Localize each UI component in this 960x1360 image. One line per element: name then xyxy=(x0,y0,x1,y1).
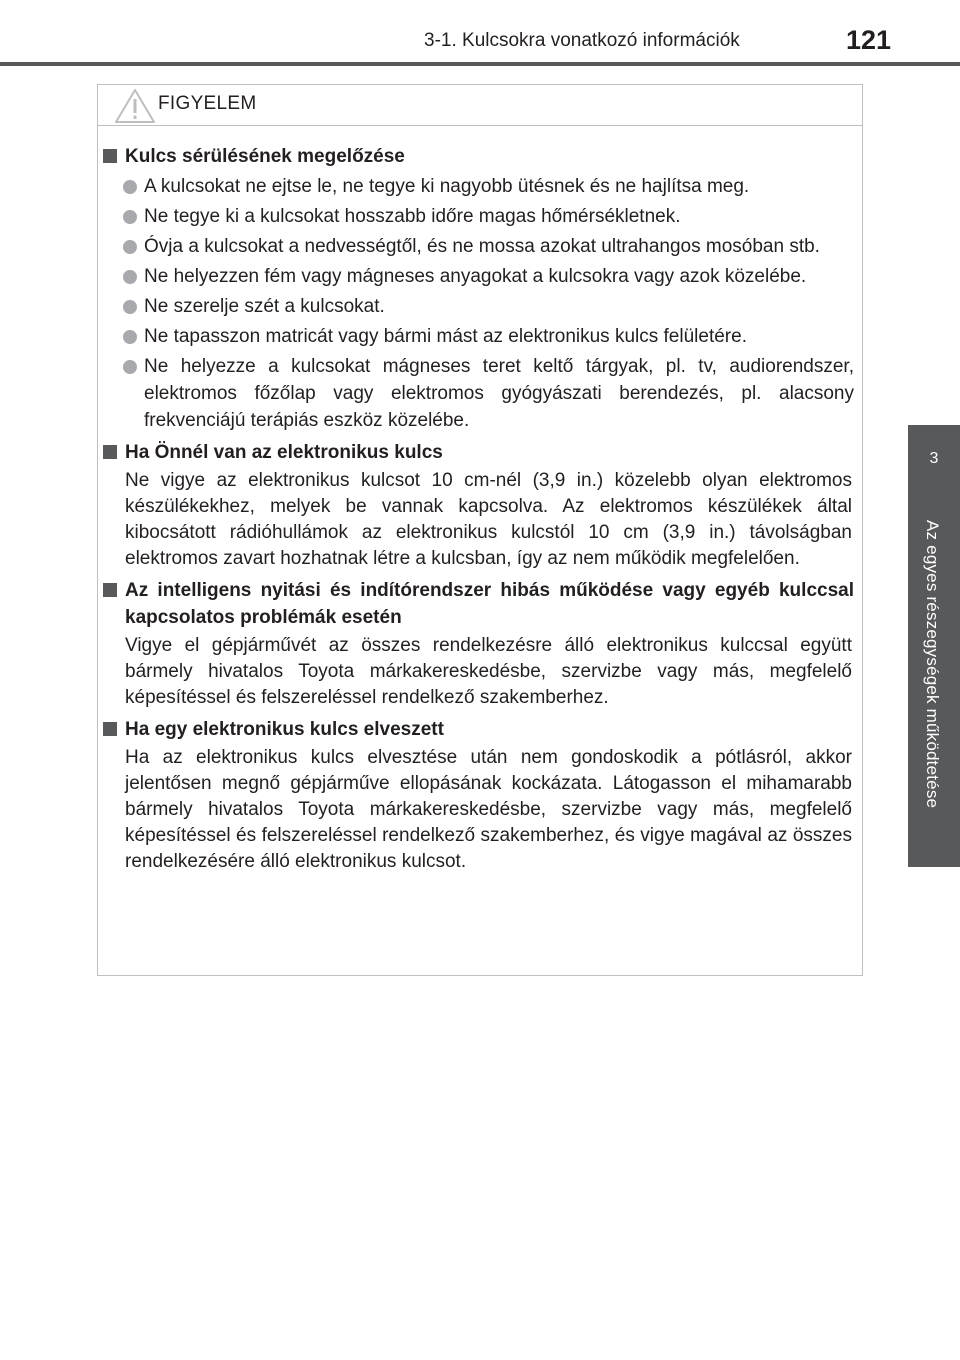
section-title: Kulcs sérülésének megelőzése xyxy=(98,143,862,170)
section-paragraph: Vigye el gépjárművét az összes rendelkezésre álló elektronikus kulccsal együtt bármely hivatalos Toyota márkakereskedésbe, szervizbe vagy más, megfelelő képesítéssel és felszereléssel rendelkező szakemberhez. xyxy=(125,635,852,708)
list-item: Ne szerelje szét a kulcsokat. xyxy=(98,293,862,320)
square-bullet-icon xyxy=(103,445,117,459)
section-title: Ha Önnél van az elektronikus kulcs xyxy=(98,439,862,466)
section-title: Az intelligens nyitási és indítórendszer hibás működése vagy egyéb kulccsal kapcsolatos problémák esetén xyxy=(98,577,862,631)
circle-bullet-icon xyxy=(123,270,137,284)
list-item: Ne helyezze a kulcsokat mágneses teret keltő tárgyak, pl. tv, audiorendszer, elektromos főzőlap vagy elektromos gyógyászati berendezés, pl. alacsony frekvenciájú terápiás eszköz közelébe. xyxy=(98,353,862,434)
circle-bullet-icon xyxy=(123,330,137,344)
list-item: Óvja a kulcsokat a nedvességtől, és ne mossa azokat ultrahangos mosóban stb. xyxy=(98,233,862,260)
chapter-side-tab xyxy=(908,0,960,1360)
section-paragraph: Ne vigye az elektronikus kulcsot 10 cm-nél (3,9 in.) közelebb olyan elektromos készülékekhez, melyek be vannak kapcsolva. Az elektromos készülékek által kibocsátott rádióhullámok az elektronikus kulcstól 10 cm (3,9 in.) távolságban elektromos zavart hozhatnak létre a kulcsban, így az nem működik megfelelően. xyxy=(125,470,852,569)
header-divider xyxy=(0,62,960,66)
square-bullet-icon xyxy=(103,722,117,736)
warning-title: FIGYELEM xyxy=(158,93,257,114)
chapter-title: Az egyes részegységek működtetése xyxy=(923,520,942,809)
warning-content xyxy=(98,143,862,875)
warning-header xyxy=(98,85,862,126)
circle-bullet-icon xyxy=(123,360,137,374)
warning-triangle-icon xyxy=(114,88,156,124)
list-item: Ne helyezzen fém vagy mágneses anyagokat a kulcsokra vagy azok közelébe. xyxy=(98,263,862,290)
warning-box xyxy=(97,84,863,976)
section-paragraph: Ha az elektronikus kulcs elvesztése után nem gondoskodik a pótlásról, akkor jelentősen megnő gépjárműve ellopásának kockázata. Látogasson el mihamarabb bármely hivatalos Toyota márkakereskedésbe, szervizbe vagy más, megfelelő képesítéssel és felszereléssel rendelkező szakemberhez, és vigye magával az összes rendelkezésére álló elektronikus kulcsot. xyxy=(125,747,852,872)
list-item: Ne tapasszon matricát vagy bármi mást az elektronikus kulcs felületére. xyxy=(98,323,862,350)
page-number: 121 xyxy=(846,25,892,55)
circle-bullet-icon xyxy=(123,210,137,224)
square-bullet-icon xyxy=(103,583,117,597)
section-title: Ha egy elektronikus kulcs elveszett xyxy=(98,716,862,743)
circle-bullet-icon xyxy=(123,180,137,194)
header-section-title: 3-1. Kulcsokra vonatkozó információk xyxy=(424,30,740,51)
square-bullet-icon xyxy=(103,149,117,163)
list-item: A kulcsokat ne ejtse le, ne tegye ki nagyobb ütésnek és ne hajlítsa meg. xyxy=(98,173,862,200)
list-item: Ne tegye ki a kulcsokat hosszabb időre magas hőmérsékletnek. xyxy=(98,203,862,230)
circle-bullet-icon xyxy=(123,300,137,314)
circle-bullet-icon xyxy=(123,240,137,254)
chapter-number: 3 xyxy=(929,450,939,467)
